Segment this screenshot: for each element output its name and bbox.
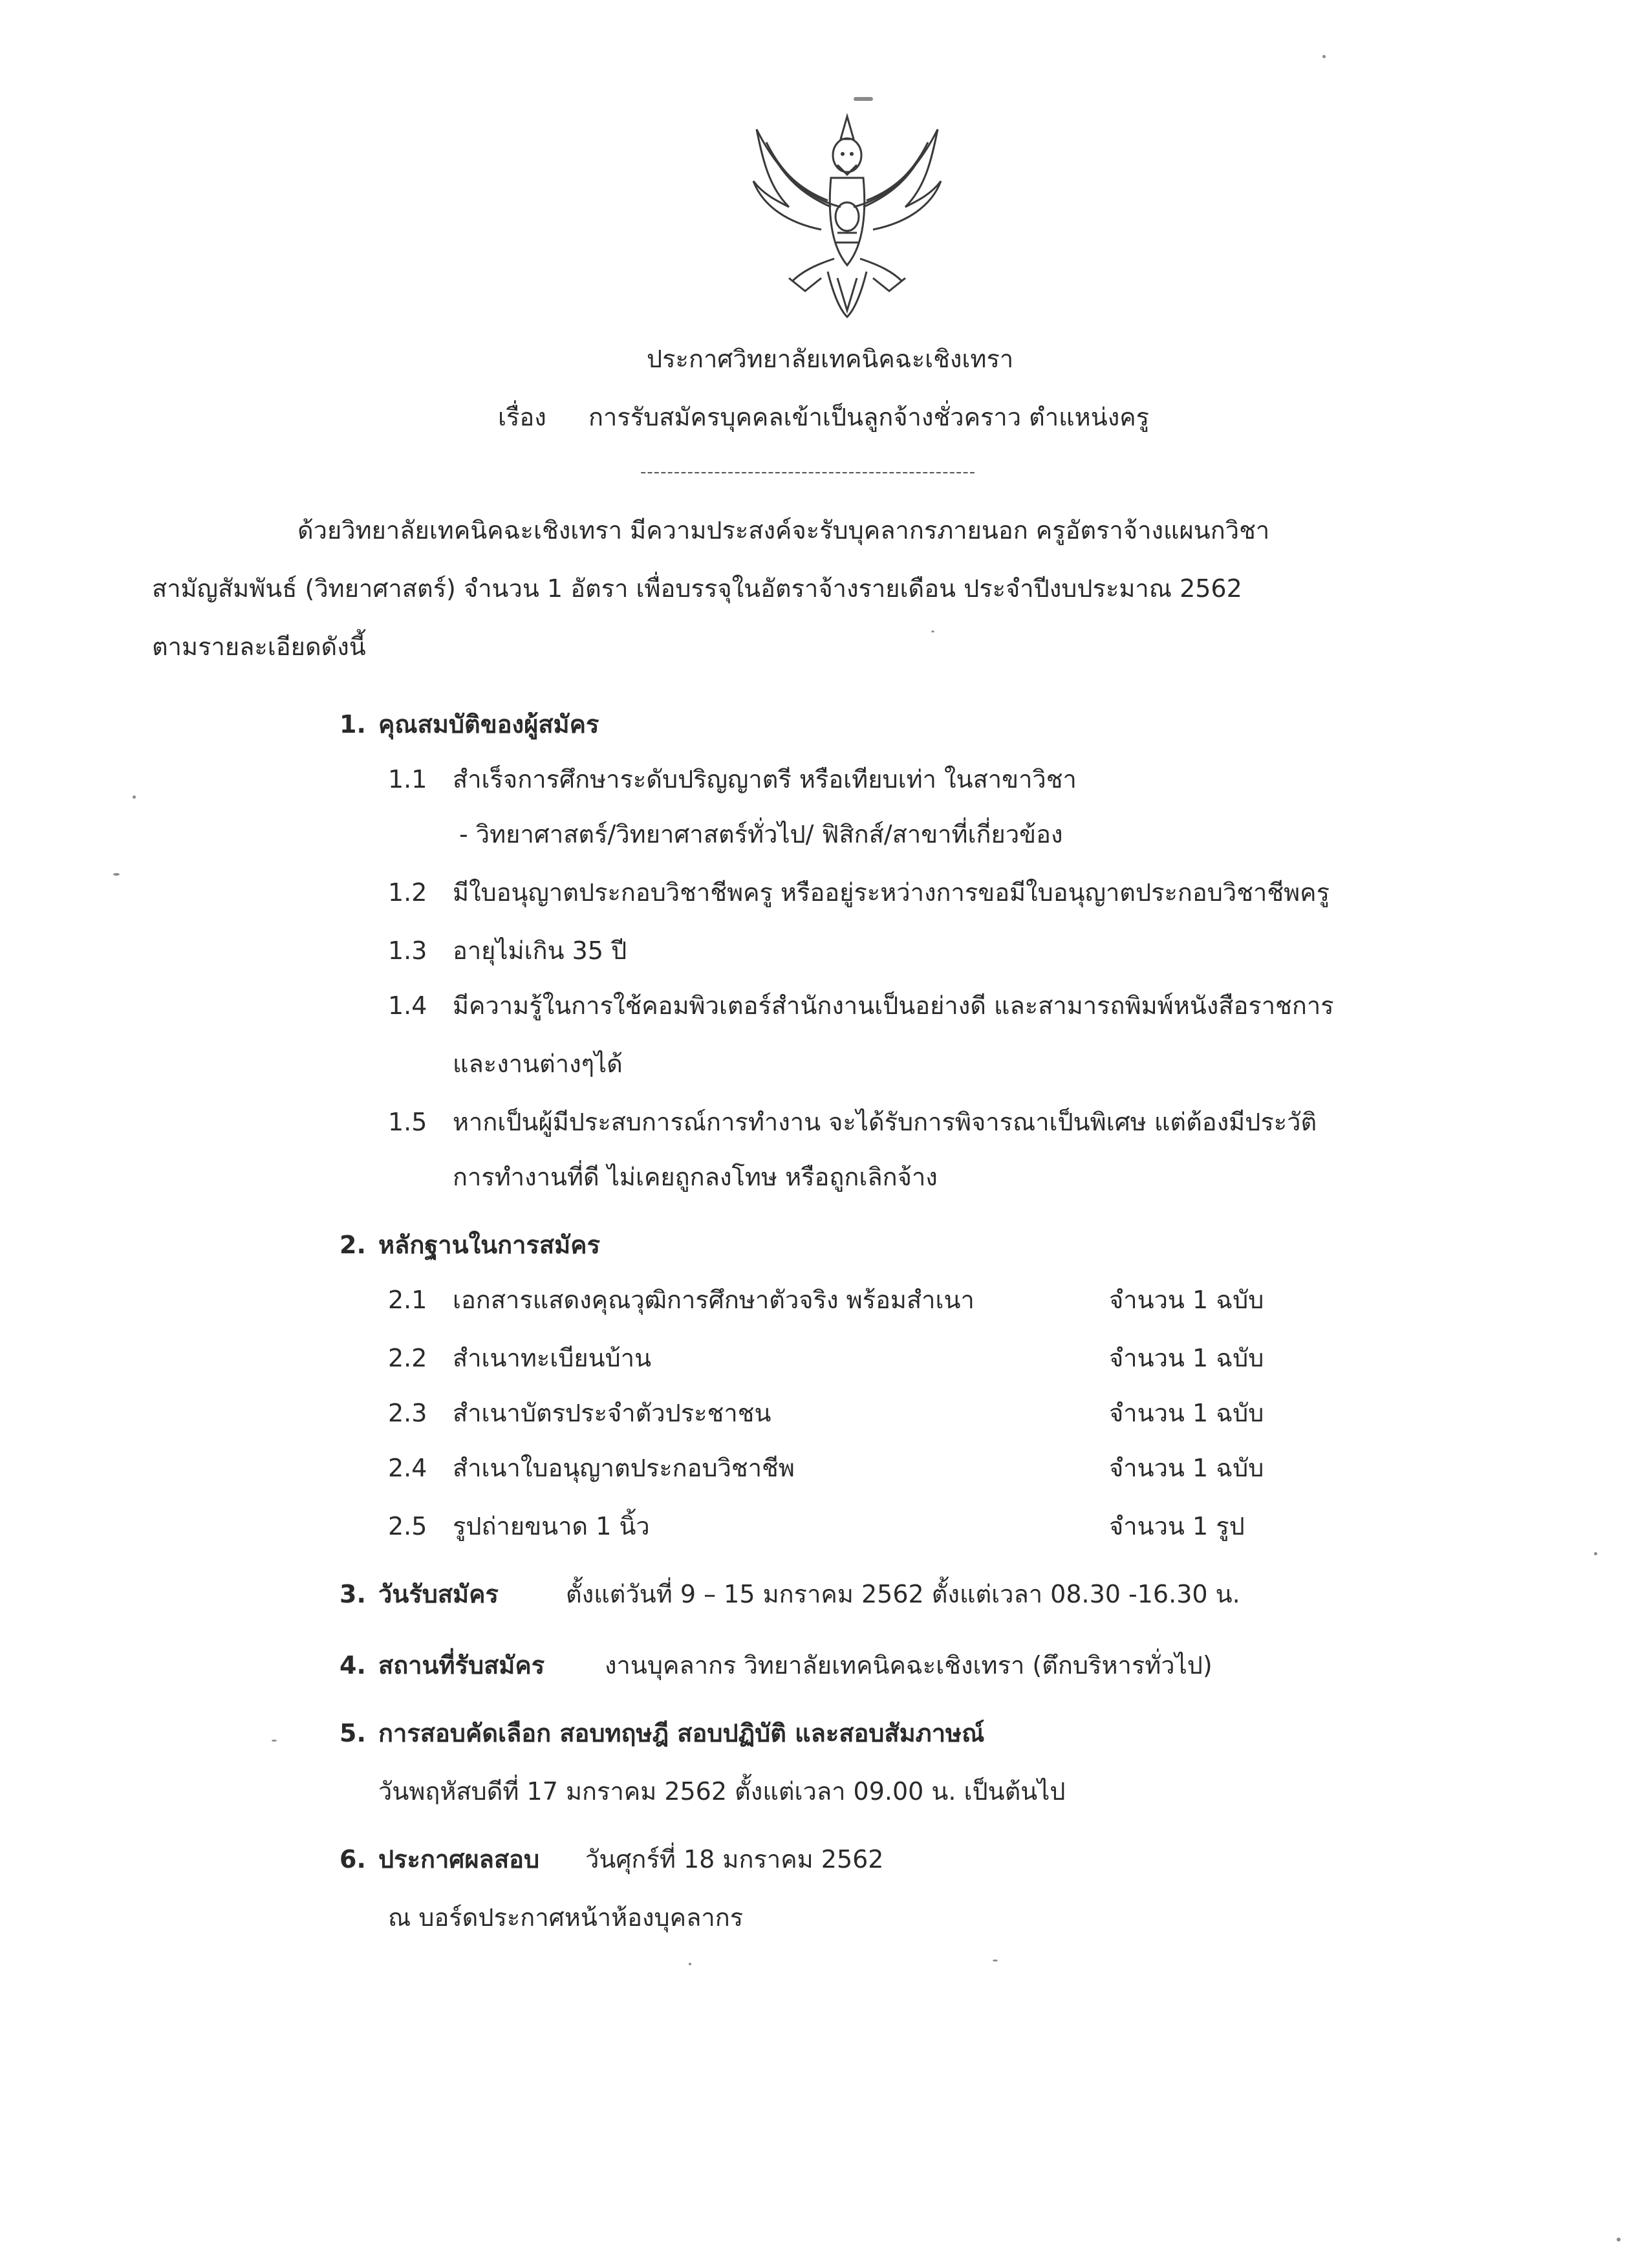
subject-label: เรื่อง bbox=[498, 403, 546, 431]
item-1-4-number: 1.4 bbox=[388, 991, 427, 1020]
section-1-heading: คุณสมบัติของผู้สมัคร bbox=[378, 710, 599, 739]
garuda-emblem-icon bbox=[744, 103, 951, 323]
section-6-heading: ประกาศผลสอบ bbox=[378, 1845, 540, 1874]
section-4-text: งานบุคลากร วิทยาลัยเทคนิคฉะเชิงเทรา (ตึกบริหารทั่วไป) bbox=[605, 1651, 1212, 1679]
item-1-2-text: มีใบอนุญาตประกอบวิชาชีพครู หรืออยู่ระหว่างการขอมีใบอนุญาตประกอบวิชาชีพครู bbox=[453, 878, 1330, 907]
section-5-text: วันพฤหัสบดีที่ 17 มกราคม 2562 ตั้งแต่เวลา 09.00 น. เป็นต้นไป bbox=[378, 1777, 1066, 1806]
item-1-1-number: 1.1 bbox=[388, 765, 427, 794]
scan-speck bbox=[689, 1963, 691, 1965]
item-1-3-text: อายุไม่เกิน 35 ปี bbox=[453, 936, 627, 965]
doc-item-number: 2.4 bbox=[388, 1454, 427, 1482]
doc-item-number: 2.5 bbox=[388, 1512, 427, 1540]
section-2-heading: หลักฐานในการสมัคร bbox=[378, 1231, 600, 1259]
doc-item-text: สำเนาบัตรประจำตัวประชาชน bbox=[453, 1399, 771, 1427]
section-6-text: วันศุกร์ที่ 18 มกราคม 2562 bbox=[585, 1845, 884, 1874]
scan-speck bbox=[993, 1960, 998, 1961]
announcement-title: ประกาศวิทยาลัยเทคนิคฉะเชิงเทรา bbox=[647, 345, 1014, 373]
section-5-heading: การสอบคัดเลือก สอบทฤษฎี สอบปฏิบัติ และสอบสัมภาษณ์ bbox=[378, 1719, 985, 1747]
section-1-number: 1. bbox=[339, 710, 366, 739]
intro-line-2: สามัญสัมพันธ์ (วิทยาศาสตร์) จำนวน 1 อัตรา เพื่อบรรจุในอัตราจ้างรายเดือน ประจำปีงบประมาณ 2562 bbox=[152, 574, 1242, 603]
section-5-number: 5. bbox=[339, 1719, 366, 1747]
section-3-heading: วันรับสมัคร bbox=[378, 1580, 499, 1608]
intro-line-3: ตามรายละเอียดดังนี้ bbox=[152, 632, 366, 661]
doc-item-text: สำเนาทะเบียนบ้าน bbox=[453, 1344, 652, 1372]
scan-speck bbox=[931, 631, 934, 632]
doc-item-quantity: จำนวน 1 ฉบับ bbox=[1109, 1399, 1264, 1427]
doc-item-quantity: จำนวน 1 ฉบับ bbox=[1109, 1344, 1264, 1372]
header-divider: -------------------------------------------------- bbox=[640, 462, 976, 482]
doc-item-number: 2.2 bbox=[388, 1344, 427, 1372]
doc-item-text: สำเนาใบอนุญาตประกอบวิชาชีพ bbox=[453, 1454, 795, 1482]
doc-item-quantity: จำนวน 1 ฉบับ bbox=[1109, 1454, 1264, 1482]
scan-speck bbox=[113, 873, 120, 876]
section-6-location: ณ บอร์ดประกาศหน้าห้องบุคลากร bbox=[388, 1903, 744, 1932]
doc-item-quantity: จำนวน 1 รูป bbox=[1109, 1512, 1245, 1540]
doc-item-text: รูปถ่ายขนาด 1 นิ้ว bbox=[453, 1512, 650, 1540]
section-3-text: ตั้งแต่วันที่ 9 – 15 มกราคม 2562 ตั้งแต่เวลา 08.30 -16.30 น. bbox=[566, 1580, 1240, 1608]
section-2-number: 2. bbox=[339, 1231, 366, 1259]
item-1-4-text-line-2: และงานต่างๆได้ bbox=[453, 1050, 623, 1078]
section-6-number: 6. bbox=[339, 1845, 366, 1874]
item-1-1-text: สำเร็จการศึกษาระดับปริญญาตรี หรือเทียบเท่า ในสาขาวิชา bbox=[453, 765, 1077, 794]
doc-item-number: 2.3 bbox=[388, 1399, 427, 1427]
subject-text: การรับสมัครบุคคลเข้าเป็นลูกจ้างชั่วคราว ตำแหน่งครู bbox=[588, 403, 1150, 431]
scan-speck bbox=[272, 1740, 277, 1742]
item-1-5-text-line-2: การทำงานที่ดี ไม่เคยถูกลงโทษ หรือถูกเลิกจ้าง bbox=[453, 1163, 938, 1191]
scan-speck bbox=[1322, 55, 1326, 58]
item-1-5-number: 1.5 bbox=[388, 1108, 427, 1136]
doc-item-number: 2.1 bbox=[388, 1286, 427, 1314]
scan-speck bbox=[1617, 2238, 1621, 2241]
scan-speck bbox=[854, 97, 873, 101]
section-3-number: 3. bbox=[339, 1580, 366, 1608]
section-4-heading: สถานที่รับสมัคร bbox=[378, 1651, 545, 1679]
doc-item-quantity: จำนวน 1 ฉบับ bbox=[1109, 1286, 1264, 1314]
section-4-number: 4. bbox=[339, 1651, 366, 1679]
item-1-4-text-line-1: มีความรู้ในการใช้คอมพิวเตอร์สำนักงานเป็นอย่างดี และสามารถพิมพ์หนังสือราชการ bbox=[453, 991, 1334, 1020]
item-1-5-text-line-1: หากเป็นผู้มีประสบการณ์การทำงาน จะได้รับการพิจารณาเป็นพิเศษ แต่ต้องมีประวัติ bbox=[453, 1108, 1317, 1136]
intro-line-1: ด้วยวิทยาลัยเทคนิคฉะเชิงเทรา มีความประสงค์จะรับบุคลากรภายนอก ครูอัตราจ้างแผนกวิชา bbox=[297, 516, 1270, 545]
scan-speck bbox=[1594, 1552, 1597, 1555]
item-1-1-subitem: - วิทยาศาสตร์/วิทยาศาสตร์ทั่วไป/ ฟิสิกส์/สาขาที่เกี่ยวข้อง bbox=[459, 820, 1063, 848]
item-1-2-number: 1.2 bbox=[388, 878, 427, 907]
item-1-3-number: 1.3 bbox=[388, 936, 427, 965]
doc-item-text: เอกสารแสดงคุณวุฒิการศึกษาตัวจริง พร้อมสำเนา bbox=[453, 1286, 975, 1314]
scan-speck bbox=[133, 795, 136, 799]
